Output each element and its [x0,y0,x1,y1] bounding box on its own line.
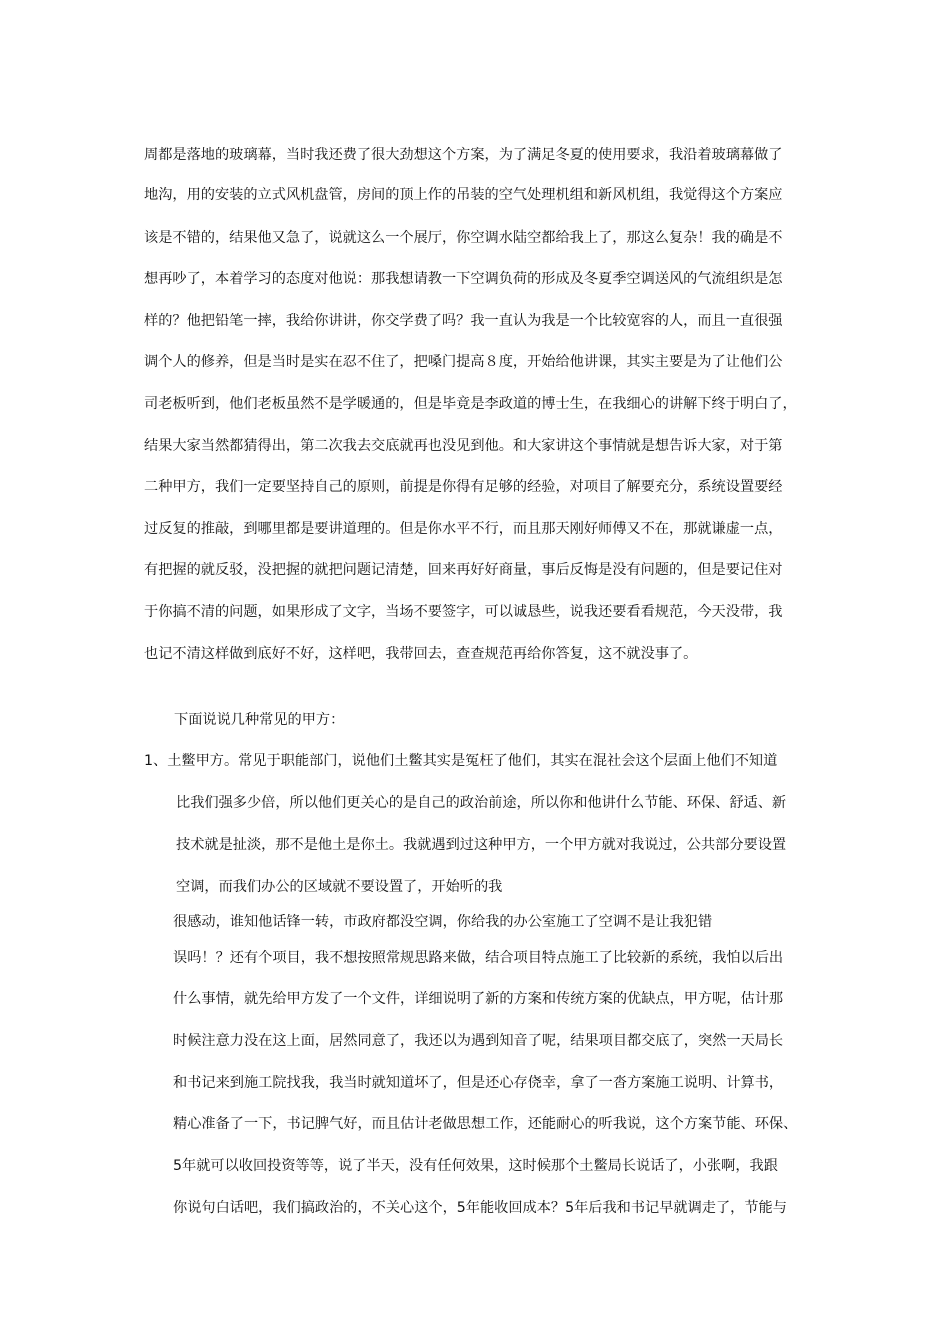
paragraph-line: 司老板听到，他们老板虽然不是学暖通的，但是毕竟是李政道的博士生，在我细心的讲解下终于明白了， [144,396,797,412]
paragraph-line: 过反复的推敲，到哪里都是要讲道理的。但是你水平不行，而且那天刚好师傅又不在，那就谦虚一点， [144,521,783,537]
paragraph-line: 调个人的修养，但是当时是实在忍不住了，把嗓门提高８度，开始给他讲课，其实主要是为了让他们公 [144,354,783,370]
list-item-first-line: 1、土鳖甲方。常见于职能部门，说他们土鳖其实是冤枉了他们，其实在混社会这个层面上他们不知道 [144,753,778,769]
list-item-line: 技术就是扯淡，那不是他土是你土。我就遇到过这种甲方，一个甲方就对我说过，公共部分要设置 [176,837,787,853]
list-item-line: 空调，而我们办公的区域就不要设置了，开始听的我 [176,879,503,895]
paragraph-line: 样的？他把铅笔一摔，我给你讲讲，你交学费了吗？我一直认为我是一个比较宽容的人，而且一直很强 [144,313,783,329]
list-item-line: 5年就可以收回投资等等，说了半天，没有任何效果，这时候那个土鳖局长说话了，小张啊，我跟 [173,1158,778,1174]
paragraph-line: 结果大家当然都猜得出，第二次我去交底就再也没见到他。和大家讲这个事情就是想告诉大家，对于第 [144,438,783,454]
list-item-line: 什么事情，就先给甲方发了一个文件，详细说明了新的方案和传统方案的优缺点，甲方呢，估计那 [173,991,784,1007]
paragraph-line: 有把握的就反驳，没把握的就把问题记清楚，回来再好好商量，事后反悔是没有问题的，但是要记住对 [144,562,783,578]
list-item-line: 你说句白话吧，我们搞政治的，不关心这个，5年能收回成本？5年后我和书记早就调走了，节能与 [173,1200,787,1216]
paragraph-line: 也记不清这样做到底好不好，这样吧，我带回去，查查规范再给你答复，这不就没事了。 [144,646,698,662]
paragraph-line: 想再吵了，本着学习的态度对他说：那我想请教一下空调负荷的形成及冬夏季空调送风的气流组织是怎 [144,271,783,287]
list-item-line: 很感动，谁知他话锋一转，市政府都没空调，你给我的办公室施工了空调不是让我犯错 [173,914,713,930]
list-item-line: 和书记来到施工院找我，我当时就知道坏了，但是还心存侥幸，拿了一沓方案施工说明、计算书， [173,1075,784,1091]
list-item-line: 时候注意力没在这上面，居然同意了，我还以为遇到知音了呢，结果项目都交底了，突然一天局长 [173,1033,784,1049]
paragraph-line: 于你搞不清的问题，如果形成了文字，当场不要签字，可以诚恳些，说我还要看看规范，今天没带，我 [144,604,783,620]
paragraph-line: 该是不错的，结果他又急了，说就这么一个展厅，你空调水陆空都给我上了，那这么复杂！我的确是不 [144,230,783,246]
paragraph-line: 地沟，用的安装的立式风机盘管，房间的顶上作的吊装的空气处理机组和新风机组，我觉得这个方案应 [144,187,783,203]
paragraph-line: 二种甲方，我们一定要坚持自己的原则，前提是你得有足够的经验，对项目了解要充分，系统设置要经 [144,479,783,495]
paragraph-line: 周都是落地的玻璃幕，当时我还费了很大劲想这个方案，为了满足冬夏的使用要求，我沿着玻璃幕做了 [144,147,783,163]
list-item-line: 比我们强多少倍，所以他们更关心的是自己的政治前途，所以你和他讲什么节能、环保、舒适、新 [176,795,787,811]
section-heading: 下面说说几种常见的甲方： [174,712,345,728]
list-item-line: 精心准备了一下，书记脾气好，而且估计老做思想工作，还能耐心的听我说，这个方案节能、环保、 [173,1116,798,1132]
list-item-line: 误吗！？还有个项目，我不想按照常规思路来做，结合项目特点施工了比较新的系统，我怕以后出 [173,950,784,966]
